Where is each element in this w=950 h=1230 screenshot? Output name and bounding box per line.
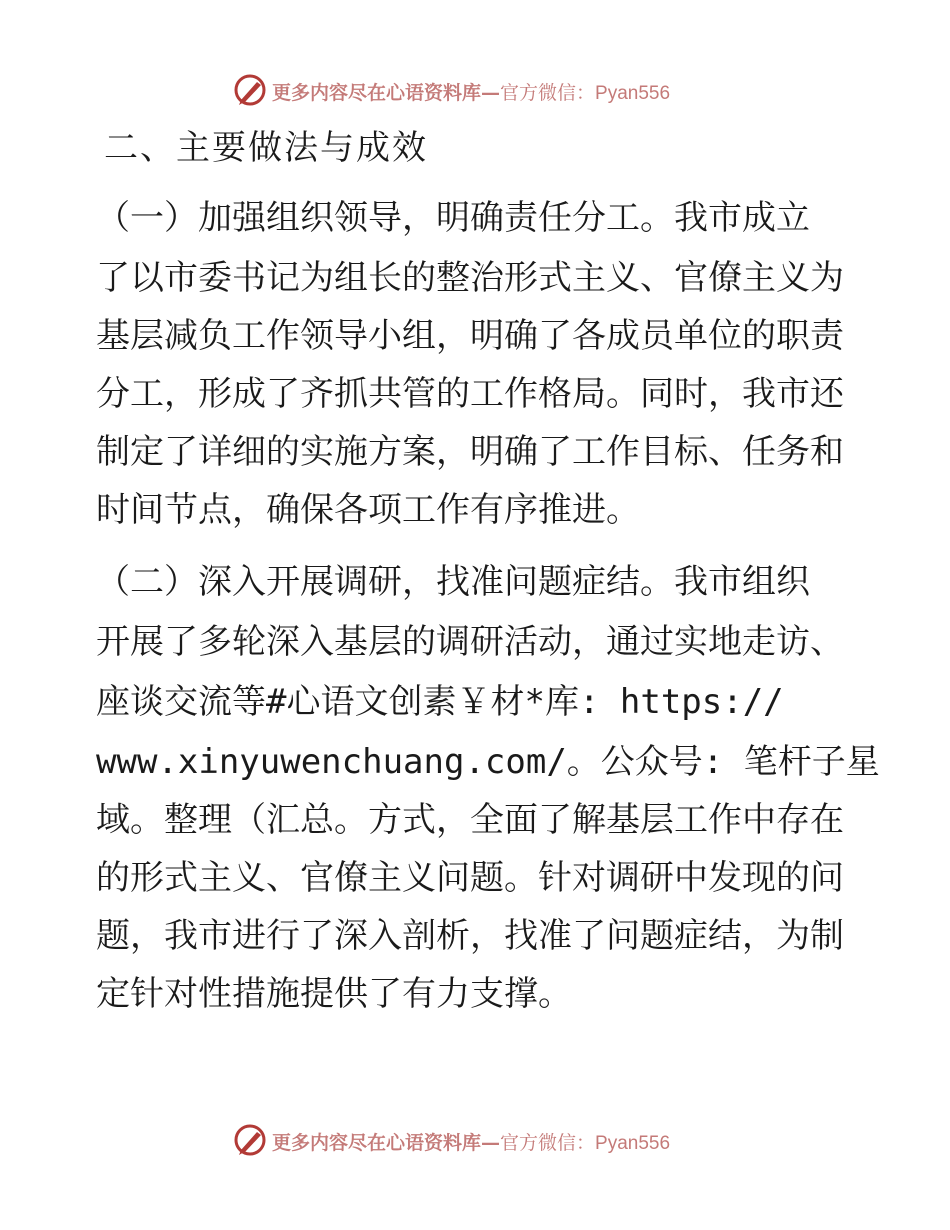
- paragraph2-line: 开展了多轮深入基层的调研活动，通过实地走访、: [96, 622, 844, 662]
- paragraph1-line: （一）加强组织领导，明确责任分工。我市成立: [96, 198, 810, 238]
- banner-text: [272, 1128, 670, 1155]
- banner-slogan: 更多内容尽在心语资料库: [272, 82, 482, 104]
- paragraph2-line: 题，我市进行了深入剖析，找准了问题症结，为制: [96, 916, 844, 956]
- pen-logo-icon: [233, 1122, 269, 1158]
- paragraph1-line: 分工，形成了齐抓共管的工作格局。同时，我市还: [96, 374, 844, 414]
- paragraph1-line: 制定了详细的实施方案，明确了工作目标、任务和: [96, 432, 844, 472]
- banner-dash: —: [481, 1132, 501, 1154]
- paragraph2-line: 定针对性措施提供了有力支撑。: [96, 974, 572, 1014]
- banner-wechat-id: Pyan556: [595, 1133, 671, 1154]
- paragraph2-line: 域。整理（汇总。方式，全面了解基层工作中存在: [96, 800, 844, 840]
- paragraph1-line: 了以市委书记为组长的整治形式主义、官僚主义为: [96, 258, 844, 298]
- banner-wechat-label: 官方微信：: [500, 82, 596, 104]
- paragraph1-line: 基层减负工作领导小组，明确了各成员单位的职责: [96, 316, 844, 356]
- section-heading: 二、主要做法与成效: [104, 128, 428, 168]
- paragraph2-line: （二）深入开展调研，找准问题症结。我市组织: [96, 562, 810, 602]
- banner-text: [272, 78, 670, 105]
- header-banner: [0, 70, 950, 110]
- banner-wechat-label: 官方微信：: [500, 1132, 596, 1154]
- banner-wechat-id: Pyan556: [595, 83, 671, 104]
- paragraph2-line: 座谈交流等#心语文创素￥材*库: https://: [96, 682, 784, 722]
- paragraph2-line: 的形式主义、官僚主义问题。针对调研中发现的问: [96, 858, 844, 898]
- banner-slogan: 更多内容尽在心语资料库: [272, 1132, 482, 1154]
- footer-banner: [0, 1120, 950, 1160]
- paragraph1-line: 时间节点，确保各项工作有序推进。: [96, 490, 640, 530]
- pen-logo-icon: [233, 72, 269, 108]
- banner-dash: —: [481, 82, 501, 104]
- paragraph2-line: www.xinyuwenchuang.com/。公众号: 笔杆子星: [96, 742, 880, 782]
